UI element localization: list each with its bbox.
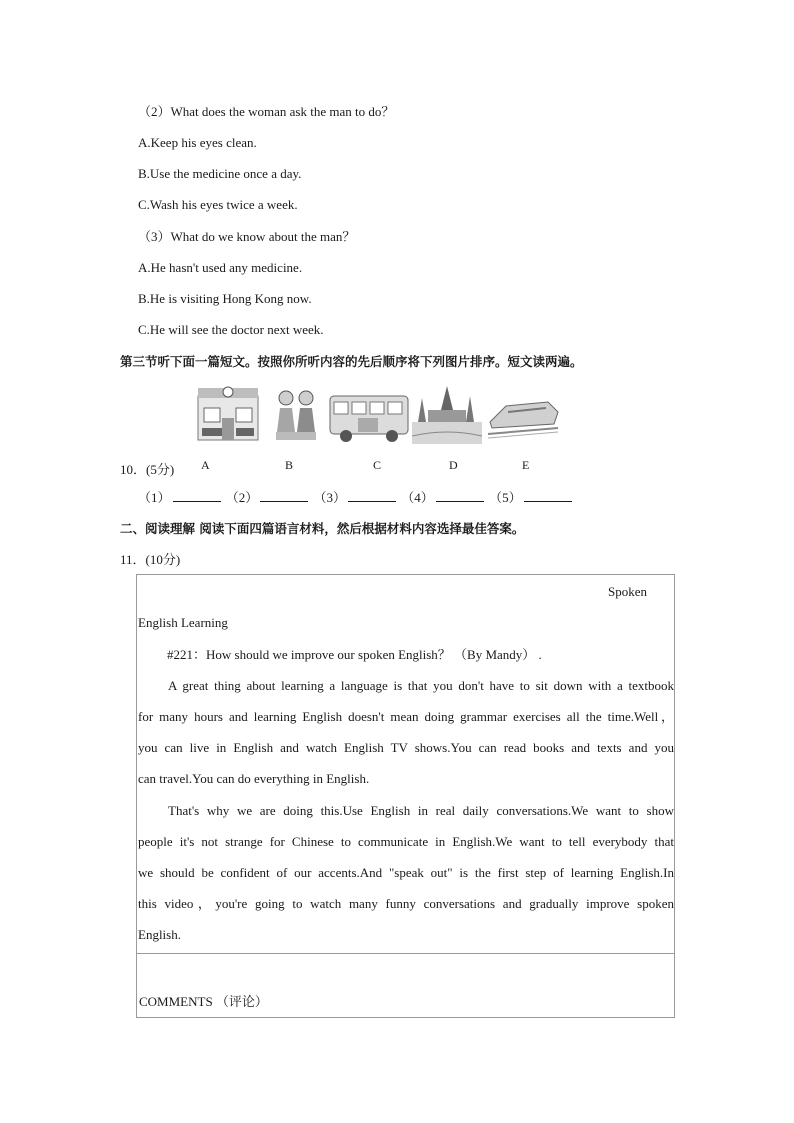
post-title: #221：How should we improve our spoken English？ （By Mandy） . [167,647,542,662]
question-11-number: 11．(10分) [120,552,181,567]
blank-label-3: （3） [313,490,347,505]
palace-icon [412,382,482,444]
question-2-stem: （2）What does the woman ask the man to do？ [138,104,395,119]
paragraph-2-line-4: this video，you're going to watch many funny conversations and gradually improve spoken [138,896,674,911]
bus-icon [328,382,410,444]
picture-label-a: A [201,458,210,472]
picture-label-d: D [449,458,458,472]
question-3-option-a: A.He hasn't used any medicine. [138,260,303,275]
question-3-option-c: C.He will see the doctor next week. [138,322,324,337]
question-3-stem: （3）What do we know about the man？ [138,229,356,244]
passage-paragraph-1 [138,670,674,794]
store-icon [196,382,260,444]
passage-paragraph-2 [138,795,674,950]
passage-title-left: English Learning [138,615,228,630]
question-3-option-b: B.He is visiting Hong Kong now. [138,291,312,306]
paragraph-2-line-5: English. [138,927,181,942]
picture-label-b: B [285,458,294,472]
paragraph-2-line-3: we should be confident of our accents.And "speak out" is the first step of learning English.In [138,865,674,880]
comments-label: COMMENTS （评论） [139,994,268,1009]
answer-blank-5[interactable] [524,489,572,502]
passage-title-right: Spoken [608,584,647,599]
picture-label-e: E [522,458,530,472]
paragraph-2-line-1: That's why we are doing this.Use English in real daily conversations.We want to show [168,803,674,818]
answer-blank-3[interactable] [348,489,396,502]
paragraph-1-line-1: A great thing about learning a language is that you don't have to sit down with a textbook [168,678,674,693]
question-10-number: 10．(5分) [120,462,175,477]
box-divider [137,953,674,954]
question-2-option-c: C.Wash his eyes twice a week. [138,197,298,212]
blank-label-1: （1） [138,490,171,505]
section-3-heading: 第三节听下面一篇短文。按照你所听内容的先后顺序将下列图片排序。短文读两遍。 [120,354,583,369]
blank-label-4: （4） [401,490,434,505]
paragraph-1-line-2: for many hours and learning English doesn't mean doing grammar exercises all the time.Well， [138,709,674,724]
question-2-option-b: B.Use the medicine once a day. [138,166,302,181]
paragraph-1-line-3: you can live in English and watch English TV shows.You can read books and texts and you [138,740,674,755]
picture-label-c: C [373,458,382,472]
people-icon [272,382,320,444]
train-icon [486,382,560,444]
paragraph-1-line-4: can travel.You can do everything in English. [138,771,370,786]
answer-blank-2[interactable] [260,489,308,502]
question-2-option-a: A.Keep his eyes clean. [138,135,257,150]
answer-blank-1[interactable] [173,489,221,502]
answer-blank-4[interactable] [436,489,484,502]
paragraph-2-line-2: people it's not strange for Chinese to communicate in English.We want to tell everybody that [138,834,674,849]
section-2-heading: 二、阅读理解 阅读下面四篇语言材料，然后根据材料内容选择最佳答案。 [120,521,525,536]
blank-label-2: （2） [225,490,259,505]
question-10-answer-blanks [138,489,574,506]
blank-label-5: （5） [489,490,522,505]
